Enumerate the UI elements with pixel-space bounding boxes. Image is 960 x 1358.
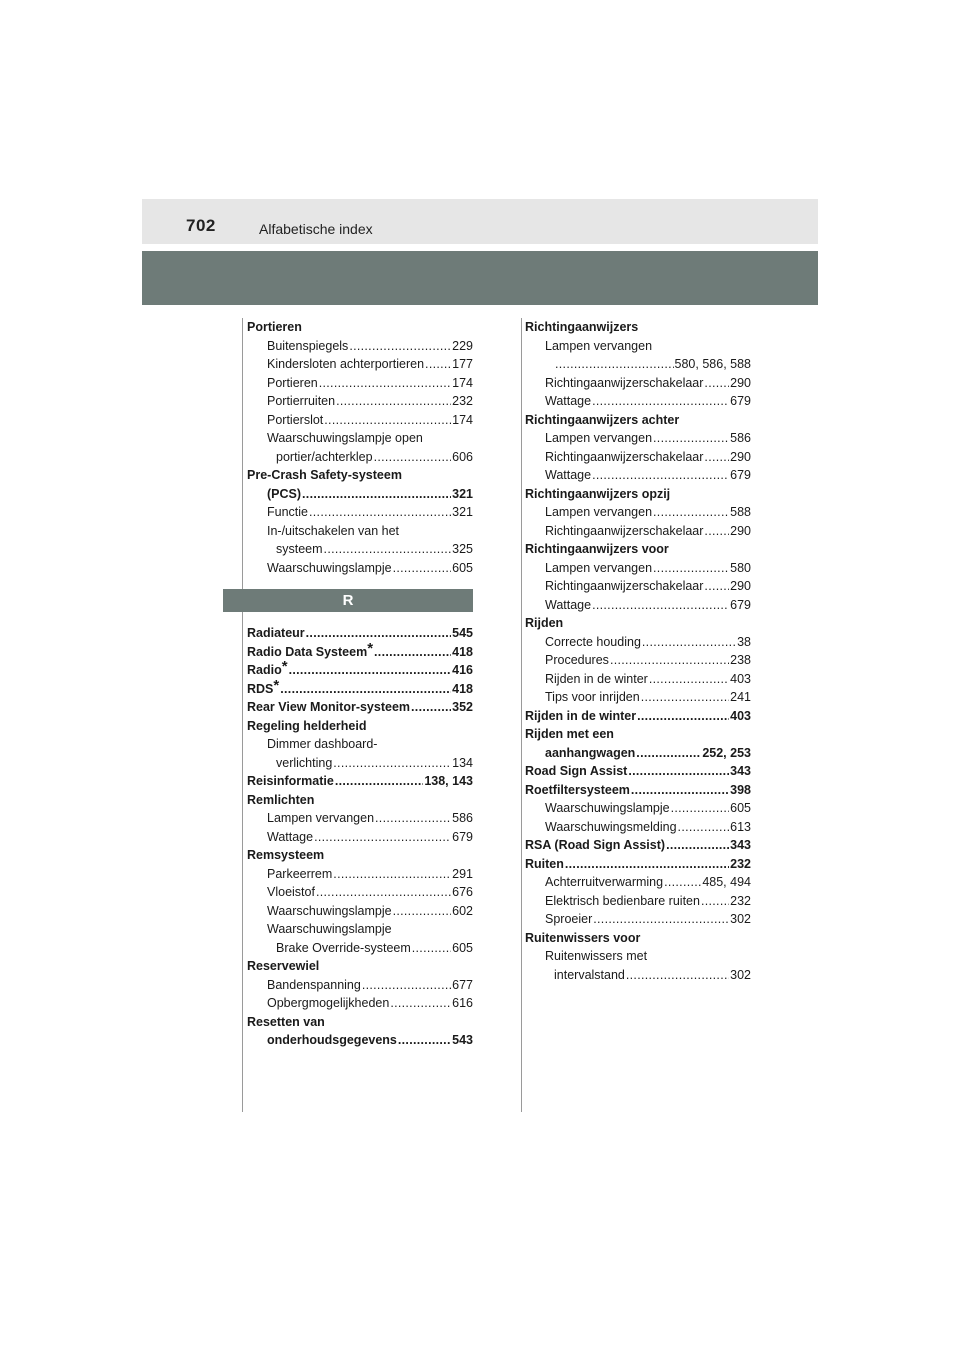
index-term: Buitenspiegels [267, 338, 349, 353]
page-reference: 679 [730, 394, 751, 408]
index-entry [525, 337, 751, 356]
dot-leader [593, 910, 729, 929]
index-entry [525, 781, 751, 800]
page-reference: 321 [452, 505, 473, 519]
dot-leader [375, 809, 451, 828]
dot-leader [314, 828, 451, 847]
index-term: Richtingaanwijzers voor [525, 542, 669, 556]
page-reference: 605 [452, 940, 473, 955]
page-reference: 352 [452, 700, 473, 714]
dot-leader [678, 818, 730, 837]
dot-leader [666, 836, 729, 855]
dot-leader [641, 688, 729, 707]
page-reference: 325 [452, 542, 473, 556]
footnote-asterisk: * [367, 639, 374, 657]
page-reference: 580 [730, 560, 751, 575]
index-term: Reisinformatie [247, 774, 334, 788]
section-letter-r: R [223, 589, 473, 612]
index-entry [525, 910, 751, 929]
index-entry [525, 503, 751, 522]
page-reference: 232 [730, 856, 751, 871]
index-term: RSA (Road Sign Assist) [525, 838, 666, 852]
index-entry [525, 725, 751, 744]
dot-leader [324, 411, 451, 430]
index-term: Waarschuwingslampje open [267, 431, 423, 445]
dot-leader [335, 772, 423, 791]
index-entry [247, 1031, 473, 1050]
page-reference: 679 [452, 829, 473, 844]
index-entry [247, 698, 473, 717]
index-entry [247, 466, 473, 485]
index-entry [525, 651, 751, 670]
page-reference: 418 [452, 681, 473, 696]
index-term: Reservewiel [247, 959, 320, 973]
index-entry [247, 448, 473, 467]
index-term: Lampen vervangen [545, 560, 653, 575]
index-term: Rijden [525, 616, 564, 630]
index-entry [525, 707, 751, 726]
index-entry [525, 466, 751, 485]
footnote-asterisk: * [281, 658, 288, 675]
dot-leader [631, 781, 729, 800]
page-reference: 586 [730, 431, 751, 445]
dot-leader [592, 392, 729, 411]
dot-leader [412, 939, 451, 958]
index-entry [525, 429, 751, 448]
index-term: intervalstand [554, 967, 625, 982]
index-term: Ruitenwissers voor [525, 930, 641, 945]
index-term: Procedures [545, 653, 609, 667]
dot-leader [393, 559, 452, 578]
index-term: Radiateur [247, 626, 305, 640]
index-term: Resetten van [247, 1014, 325, 1029]
index-entry [525, 892, 751, 911]
index-term: Vloeistof [267, 885, 315, 899]
dot-leader [393, 902, 452, 921]
index-entry [247, 976, 473, 995]
index-term: Portieren [247, 320, 302, 334]
dot-leader [319, 374, 451, 393]
page-number: 702 [186, 216, 216, 235]
page-reference: 403 [730, 671, 751, 686]
index-term: Remsysteem [247, 848, 325, 862]
header-band [142, 251, 818, 305]
index-term: Road Sign Assist [525, 764, 628, 778]
dot-leader [626, 966, 729, 985]
index-entry [247, 540, 473, 559]
page-reference: 343 [730, 764, 751, 778]
index-term: Richtingaanwijzerschakelaar [545, 375, 704, 390]
index-term: Parkeerrem [267, 866, 333, 881]
index-term: Dimmer dashboard- [267, 737, 378, 751]
index-entry [247, 717, 473, 736]
index-entry [525, 947, 751, 966]
index-term: onderhoudsgegevens [267, 1033, 397, 1047]
index-term: Portierruiten [267, 394, 336, 408]
index-entry [525, 318, 751, 337]
page-reference: 586 [452, 811, 473, 825]
index-term: Rijden in de winter [545, 671, 648, 686]
page-reference: 138, 143 [424, 774, 473, 788]
index-term: Lampen vervangen [545, 431, 653, 445]
page-title: Alfabetische index [259, 221, 373, 237]
index-term: Richtingaanwijzers opzij [525, 486, 671, 501]
index-term: Richtingaanwijzers achter [525, 412, 680, 427]
index-entry [525, 855, 751, 874]
index-entry [247, 735, 473, 754]
index-term: Waarschuwingslampje [267, 560, 392, 575]
column-rule-right [521, 318, 522, 1112]
index-term: Lampen vervangen [545, 338, 653, 353]
page-reference: 545 [452, 626, 473, 640]
dot-leader [565, 855, 729, 874]
page-reference: 302 [730, 912, 751, 926]
index-term: Roetfiltersysteem [525, 782, 630, 797]
index-entry [525, 522, 751, 541]
index-entry [247, 828, 473, 847]
index-column-right [525, 318, 751, 984]
dot-leader [637, 707, 729, 726]
page-reference: 229 [452, 338, 473, 353]
dot-leader [306, 624, 451, 643]
index-entry [525, 873, 751, 892]
index-term: Functie [267, 505, 308, 519]
page-reference: 613 [730, 819, 751, 834]
dot-leader [411, 698, 451, 717]
dot-leader [642, 633, 736, 652]
page-reference: 416 [452, 663, 473, 677]
index-entry [247, 994, 473, 1013]
index-entry [525, 818, 751, 837]
page-reference: 543 [452, 1033, 473, 1047]
index-entry [525, 392, 751, 411]
index-term: Regeling helderheid [247, 718, 367, 733]
index-entry [525, 670, 751, 689]
index-entry [525, 929, 751, 948]
dot-leader [592, 596, 729, 615]
index-entry [247, 1013, 473, 1032]
page-reference: 605 [452, 560, 473, 575]
dot-leader [390, 994, 451, 1013]
index-term: Pre-Crash Safety-systeem [247, 468, 402, 482]
index-term: verlichting [276, 755, 333, 770]
index-entry [525, 355, 751, 374]
dot-leader [704, 577, 729, 596]
page-reference: 616 [452, 996, 473, 1010]
dot-leader [653, 559, 729, 578]
page-reference: 676 [452, 885, 473, 899]
page-reference: 177 [452, 357, 473, 371]
page-reference: 485, 494 [702, 875, 751, 889]
page-reference: 602 [452, 903, 473, 918]
index-entry [247, 522, 473, 541]
dot-leader [280, 680, 451, 699]
page-reference: 677 [452, 977, 473, 992]
index-term: RDS* [247, 676, 280, 696]
index-entry [247, 658, 473, 680]
index-entry [525, 614, 751, 633]
dot-leader [362, 976, 451, 995]
index-term: Brake Override-systeem [276, 940, 411, 955]
dot-leader [628, 762, 729, 781]
dot-leader [704, 522, 729, 541]
index-entry [247, 318, 473, 337]
page-reference: 588 [730, 505, 751, 519]
index-entry [247, 485, 473, 504]
dot-leader [636, 744, 701, 763]
index-entry [247, 883, 473, 902]
page-reference: 134 [452, 755, 473, 770]
index-term: Radio* [247, 658, 288, 677]
page-reference: 238 [730, 653, 751, 667]
index-term: Portierslot [267, 412, 324, 427]
index-term: Lampen vervangen [267, 811, 375, 825]
index-term: Richtingaanwijzerschakelaar [545, 449, 704, 464]
page-reference: 38 [737, 634, 751, 649]
page-reference: 580, 586, 588 [674, 357, 751, 371]
page-reference: 232 [452, 394, 473, 408]
dot-leader [610, 651, 729, 670]
index-entry [247, 374, 473, 393]
dot-leader [316, 883, 451, 902]
index-entry [525, 540, 751, 559]
dot-leader [374, 643, 451, 662]
index-entry [525, 966, 751, 985]
index-entry [247, 429, 473, 448]
index-entry [247, 355, 473, 374]
index-term: Radio Data Systeem* [247, 639, 374, 659]
index-term: Richtingaanwijzerschakelaar [545, 579, 704, 593]
dot-leader [333, 754, 451, 773]
page-reference: 398 [730, 782, 751, 797]
index-entry [247, 411, 473, 430]
index-entry [525, 374, 751, 393]
index-term: Waarschuwingslampje [267, 903, 392, 918]
dot-leader [333, 865, 451, 884]
index-term: Waarschuwingslampje [267, 922, 392, 936]
dot-leader [701, 892, 729, 911]
index-term: Wattage [545, 468, 592, 482]
index-entry [247, 920, 473, 939]
index-entry [247, 676, 473, 699]
dot-leader [653, 503, 729, 522]
index-term: Wattage [545, 597, 592, 612]
dot-leader [336, 392, 451, 411]
index-term: Wattage [545, 394, 592, 408]
index-entry [247, 624, 473, 643]
index-entry [247, 503, 473, 522]
index-entry [525, 762, 751, 781]
index-term: (PCS) [267, 486, 302, 501]
dot-leader [349, 337, 451, 356]
page-reference: 606 [452, 449, 473, 464]
page-reference: 232 [730, 893, 751, 908]
index-term: Wattage [267, 829, 314, 844]
index-entry [525, 688, 751, 707]
index-term: Elektrisch bedienbare ruiten [545, 893, 700, 908]
index-entry [247, 337, 473, 356]
index-term: portier/achterklep [276, 449, 373, 464]
index-term: Sproeier [545, 912, 593, 926]
index-entry [525, 836, 751, 855]
index-entry [525, 559, 751, 578]
dot-leader [704, 374, 729, 393]
index-term: Rijden in de winter [525, 708, 637, 723]
index-term: Remlichten [247, 792, 315, 807]
index-entry [525, 799, 751, 818]
page-reference: 321 [452, 486, 473, 501]
index-entry [247, 865, 473, 884]
page-reference: 252, 253 [702, 745, 751, 760]
page-reference: 290 [730, 579, 751, 593]
dot-leader [653, 429, 729, 448]
index-term: Rijden met een [525, 727, 614, 741]
index-entry [247, 772, 473, 791]
page-reference: 241 [730, 690, 751, 704]
index-term: Opbergmogelijkheden [267, 996, 390, 1010]
page-reference: 418 [452, 644, 473, 659]
index-entry [525, 448, 751, 467]
dot-leader [555, 355, 674, 374]
page-reference: 290 [730, 449, 751, 464]
index-term: Rear View Monitor-systeem [247, 700, 411, 714]
index-group-r-continued [525, 318, 751, 984]
dot-leader [649, 670, 729, 689]
dot-leader [302, 485, 451, 504]
dot-leader [704, 448, 729, 467]
page-reference: 403 [730, 708, 751, 723]
index-group-p [247, 318, 473, 577]
index-term: Richtingaanwijzers [525, 320, 639, 334]
index-entry [247, 791, 473, 810]
dot-leader [324, 540, 452, 559]
index-group-r [247, 624, 473, 1050]
index-entry [247, 902, 473, 921]
page-reference: 343 [730, 838, 751, 852]
page-reference: 291 [452, 866, 473, 881]
page-reference: 302 [730, 967, 751, 982]
index-term: Lampen vervangen [545, 505, 653, 519]
page-reference: 679 [730, 468, 751, 482]
index-entry [247, 846, 473, 865]
dot-leader [309, 503, 451, 522]
page-reference: 290 [730, 375, 751, 390]
index-term: Waarschuwingslampje [545, 801, 670, 815]
index-term: Richtingaanwijzerschakelaar [545, 523, 704, 538]
index-term: systeem [276, 542, 323, 556]
index-entry [247, 559, 473, 578]
dot-leader [592, 466, 729, 485]
index-term: Tips voor inrijden [545, 690, 640, 704]
dot-leader [374, 448, 452, 467]
index-entry [525, 744, 751, 763]
dot-leader [664, 873, 701, 892]
index-term: Ruiten [525, 856, 564, 871]
index-term: Waarschuwingsmelding [545, 819, 677, 834]
index-term: Ruitenwissers met [545, 949, 648, 963]
index-term: Correcte houding [545, 634, 641, 649]
page-reference: 605 [730, 801, 751, 815]
index-entry [247, 957, 473, 976]
index-term: Achterruitverwarming [545, 875, 664, 889]
index-entry [247, 754, 473, 773]
page-reference: 679 [730, 597, 751, 612]
index-entry [247, 939, 473, 958]
index-column-left [247, 318, 473, 1050]
dot-leader [289, 661, 452, 680]
index-entry [525, 485, 751, 504]
dot-leader [398, 1031, 451, 1050]
index-term: In-/uitschakelen van het [267, 523, 400, 538]
index-entry [525, 411, 751, 430]
header-bar [142, 199, 818, 244]
index-entry [525, 577, 751, 596]
page-reference: 174 [452, 412, 473, 427]
index-term: Kindersloten achterportieren [267, 357, 425, 371]
footnote-asterisk: * [273, 676, 280, 694]
index-term: Portieren [267, 375, 318, 390]
dot-leader [671, 799, 730, 818]
page-reference: 290 [730, 523, 751, 538]
column-rule-left [242, 318, 243, 1112]
page-reference: 174 [452, 375, 473, 390]
index-entry [247, 809, 473, 828]
index-term: aanhangwagen [545, 745, 636, 760]
index-entry [525, 633, 751, 652]
index-term: Bandenspanning [267, 977, 361, 992]
index-entry [247, 392, 473, 411]
dot-leader [425, 355, 451, 374]
index-entry [525, 596, 751, 615]
